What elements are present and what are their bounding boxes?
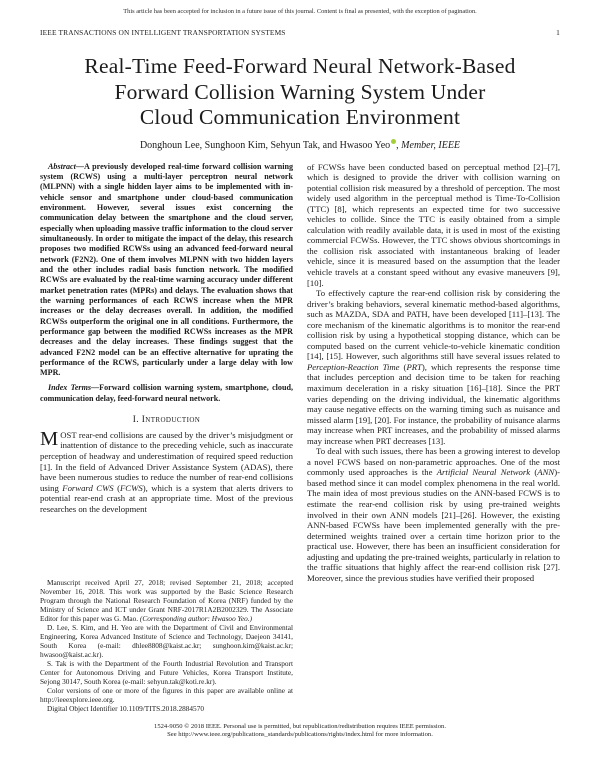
body-paragraph-continuation: of FCWSs have been conducted based on perceptual method [2]–[7], which is designed to provide the driver with collision warning on potential collision risk measured by a threshold of perception. The most widely used algorithm in the perceptual method is Time-To-Collision (TTC) [8], which represents an expected time for two successive vehicles to collide. Since the TTC is easily obtained from a simple calculation with readily available data, it is used in most of the existing commercial FCWSs. However, the TTC shows obvious shortcomings in the collision risk associated with instantaneous braking of leader vehicle, since it is measured based on the assumption that the leader vehicle travels at a constant speed without any evasive maneuvers [9], [10]. — [307, 161, 560, 288]
title-line-1: Real-Time Feed-Forward Neural Network-Based — [84, 54, 516, 78]
abstract-label: Abstract— — [48, 161, 84, 171]
two-column-body — [40, 162, 560, 714]
acceptance-notice: This article has been accepted for inclusion in a future issue of this journal. Content is final as presented, with the exception of pagination. — [123, 8, 477, 15]
first-page-footnotes — [40, 578, 293, 714]
footnote-affiliation-koti: S. Tak is with the Department of the Fourth Industrial Revolution and Transport Center for Autonomous Driving and Future Vehicles, Korea Transport Institute, Sejong 30147, South Korea (e-mail: sehyun.tak@koti.re.kr). — [40, 659, 293, 687]
index-terms-text: Forward collision warning system, smartphone, cloud, communication delay, feed-forward neural network. — [40, 383, 293, 403]
copyright-line: 1524-9050 © 2018 IEEE. Personal use is permitted, but republication/redistribution requires IEEE permission. — [154, 722, 446, 730]
author-separator: , — [396, 139, 402, 151]
paper-title — [40, 54, 560, 131]
index-terms — [40, 383, 293, 404]
title-line-3: Cloud Communication Environment — [139, 105, 461, 129]
author-membership: Member, IEEE — [401, 139, 461, 151]
index-terms-label: Index Terms— — [48, 383, 100, 393]
title-line-2: Forward Collision Warning System Under — [114, 79, 486, 104]
footnote-color-versions: Color versions of one or more of the figures in this paper are available online at http://ieeexplore.ieee.org. — [40, 686, 293, 705]
footnote-doi: Digital Object Identifier 10.1109/TITS.2018.2884570 — [47, 704, 204, 714]
footnote-manuscript: Manuscript received April 27, 2018; revised September 21, 2018; accepted November 16, 2018. This work was supported by the Basic Science Research Program through the National Research Foundation of Korea (NRF) funded by the Ministry of Science and ICT under Grant NRF-2017R1A2B2002329. The Associate Editor for this paper was G. Mao. (Corresponding author: Hwasoo Yeo.) — [40, 577, 293, 623]
footnote-affiliation-kaist: D. Lee, S. Kim, and H. Yeo are with the Department of Civil and Environmental Engineering, Korea Advanced Institute of Science and Technology, Daejeon 34141, South Korea (e-mail: dhlee8808@kaist.ac.kr; sunghoon.kim@kaist.ac.kr; hwasoo@kaist.ac.kr). — [40, 623, 293, 660]
journal-name: IEEE TRANSACTIONS ON INTELLIGENT TRANSPORTATION SYSTEMS — [40, 28, 286, 37]
rights-url-line: See http://www.ieee.org/publications_standards/publications/rights/index.html for more information. — [167, 731, 433, 739]
intro-paragraph: MOST rear-end collisions are caused by the driver’s misjudgment or inattention of distance to the preceding vehicle, such as inaccurate perception of headway and underestimation of required speed reduction [1]. In the field of Advanced Driver Assistance System (ADAS), there have been numerous studies to reduce the number of rear-end collisions using Forward CWS (FCWS), which is a system that alerts drivers to potential rear-end crash at an appropriate time. Most of the previous researches on the development — [40, 427, 293, 514]
left-column — [40, 162, 293, 714]
orcid-icon[interactable] — [391, 139, 396, 144]
body-paragraph-kinematic: To effectively capture the rear-end collision risk by considering the driver’s braking behaviors, several kinematic method-based algorithms, such as MAZDA, SDA and PATH, have been developed [11]–[13]. The core mechanism of the kinematic algorithms is to monitor the rear-end collision risk by using a hypothetical stopping distance, which can be computed based on the current vehicle-to-vehicle kinematic condition [14], [15]. However, such algorithms still have several issues related to Perception-Reaction Time (PRT), which represents the response time that includes perception and decision time to be taken for reaching maximum deceleration in a risky situation [16]–[18]. Since the PRT varies depending on the driving individual, the kinematic algorithms may cause negative effects on the warning timing such as nuisance and missed alarm [19], [20]. For instance, the probability of nuisance alarms may increase when PRT increases, and the probability of missed alarms may increase when PRT decreases [13]. — [307, 288, 560, 446]
right-column — [307, 162, 560, 714]
page-number: 1 — [556, 28, 560, 37]
abstract — [40, 162, 293, 379]
copyright-footer — [0, 723, 600, 740]
section-heading-introduction: I. Introduction — [132, 414, 201, 425]
abstract-text: A previously developed real-time forward collision warning system (RCWS) using a multi-layer perceptron neural network (MLPNN) with a single hidden layer aims to be implemented with in-vehicle sensor and smartphone under cloud-based communication environment. However, several issues exist concerning the communication delay between the smartphone and the cloud server, especially when uploading massive traffic information to the cloud server simultaneously. In order to mitigate the impact of the delay, this research proposes two modified RCWSs using an advanced feed-forward neural network (F2N2). One of them involves MLPNN with two hidden layers and the other includes radial basis function network. The modified RCWSs are evaluated by the real-time warning accuracy under different market penetration rates (MPRs) and delays. The evaluation shows that the warning performances of each RCWS increase when the MPR increases or the delay decreases overall. In addition, the modified RCWSs outperform the original one in all conditions. Furthermore, the performance gap between the modified RCWSs increases as the MPR decreases and the delay increases. These findings suggest that the advanced F2N2 model can be an effective alternative for uprating the performance of the RCWS, particularly under a large delay with low MPR. — [40, 161, 293, 378]
body-paragraph-ann: To deal with such issues, there has been a growing interest to develop a novel FCWS based on non-parametric approaches. One of the most commonly used approaches is the Artificial Neural Network (ANN)-based method since it can model complex phenomena in the real world. The main idea of most previous studies on the ANN-based FCWS is to estimate the rear-end collision risk by using pre-trained weights involved in their own ANN models [21]–[26]. However, the existing ANN-based FCWSs have been implemented generally with the pre-determined weights trained over a certain time horizon prior to the practical use. However, there has been an insufficient consideration for adjusting and updating the pre-trained weights, particularly in relation to the traffic situations that highly affect the rear-end collision risk [27]. Moreover, since the previous studies have verified their proposed — [307, 446, 560, 583]
running-header — [40, 28, 560, 37]
author-names: Donghoun Lee, Sunghoon Kim, Sehyun Tak, and Hwasoo Yeo — [139, 139, 391, 151]
author-line — [40, 140, 560, 151]
